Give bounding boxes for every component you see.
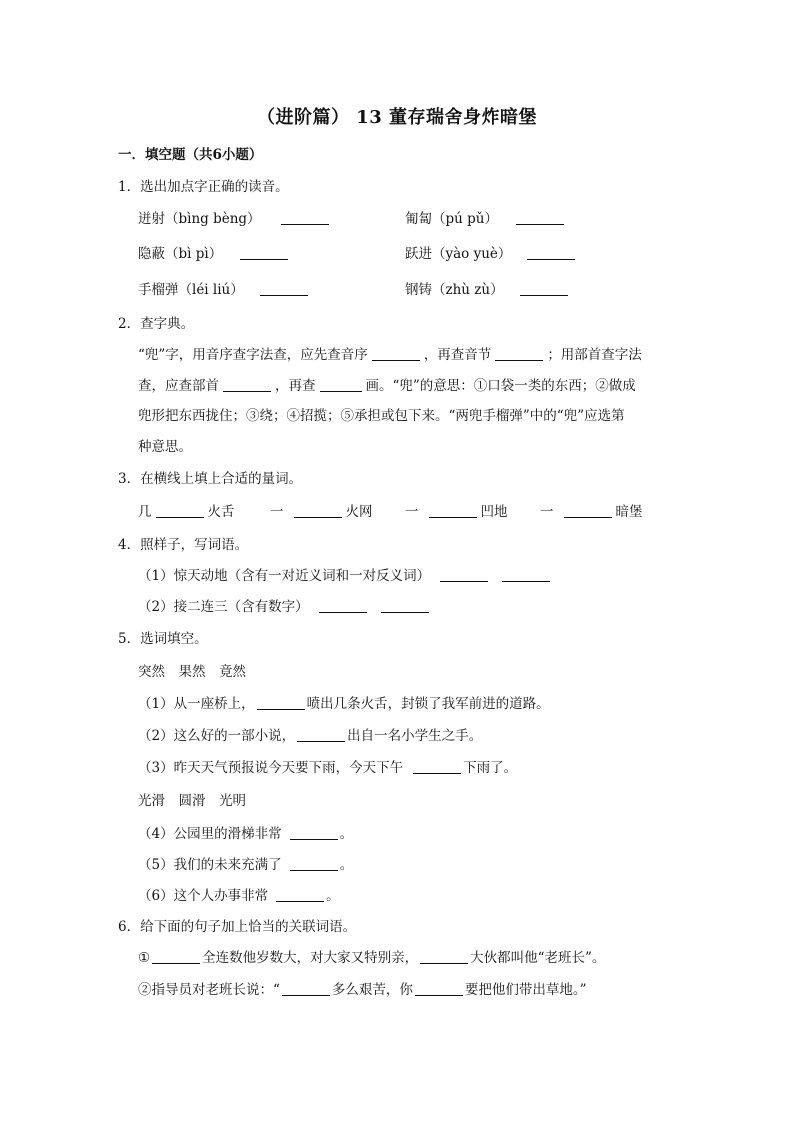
answer-blank[interactable] [240, 245, 288, 260]
answer-blank[interactable] [520, 281, 568, 296]
q2-line [138, 345, 642, 365]
q2-text: 画。“兜”的意思：①口袋一类的东西；②做成 [365, 378, 636, 394]
answer-blank[interactable] [372, 346, 420, 361]
answer-blank[interactable] [290, 825, 338, 840]
q5-word-bank-2: 光滑 圆滑 光明 [138, 793, 246, 809]
q2-line: 兜形把东西拢住；③绕；④招揽；⑤承担或包下来。“两兜手榴弹”中的“兜”应选第 [138, 408, 625, 424]
q5-stem: 5．选词填空。 [118, 631, 208, 647]
q5-text: （6）这个人办事非常 [138, 888, 269, 904]
q3-pre: 一 [270, 504, 284, 520]
q5-sentence [138, 886, 340, 906]
q6-line [138, 980, 587, 1000]
q4-line [138, 597, 433, 617]
q4-text: （1）惊天动地（含有一对近义词和一对反义词） [138, 568, 431, 584]
q3-post: 凹地 [480, 504, 508, 520]
page-title: （进阶篇） 13 董存瑞舍身炸暗堡 [256, 107, 538, 128]
q3-post: 火网 [345, 504, 373, 520]
q1-item-text: 隐蔽（bì pì） [138, 246, 223, 262]
answer-blank[interactable] [281, 210, 329, 225]
q3-item [270, 502, 373, 522]
q6-stem: 6．给下面的句子加上恰当的关联词语。 [118, 919, 357, 935]
q3-item [405, 502, 508, 522]
q6-text: 全连数他岁数大，对大家又特别亲， [202, 950, 419, 966]
answer-blank[interactable] [516, 210, 564, 225]
q1-stem: 1．选出加点字正确的读音。 [118, 179, 289, 195]
q3-item [138, 502, 235, 522]
q6-text: ②指导员对老班长说：“ [138, 982, 280, 998]
q1-item-text: 迸射（bìng bèng） [138, 211, 261, 227]
q1-item-text: 手榴弹（léi liú） [138, 282, 244, 298]
q1-item [405, 244, 579, 264]
q5-text: 喷出几条火舌，封锁了我军前进的道路。 [306, 696, 550, 712]
answer-blank[interactable] [294, 503, 342, 518]
q1-item [138, 209, 333, 229]
q5-text: 出自一名小学生之手。 [347, 728, 483, 744]
answer-blank[interactable] [257, 695, 305, 710]
answer-blank[interactable] [495, 346, 543, 361]
q3-post: 暗堡 [615, 504, 643, 520]
q5-text: 。 [339, 857, 354, 873]
answer-blank[interactable] [276, 887, 324, 902]
q1-item [405, 209, 568, 229]
q5-text: 。 [339, 826, 354, 842]
q5-text: 。 [326, 888, 340, 904]
q1-item [138, 280, 312, 300]
q1-item-text: 钢铸（zhù zù） [405, 282, 504, 298]
q3-pre: 几 [138, 504, 152, 520]
answer-blank[interactable] [420, 949, 468, 964]
q5-text: （5）我们的未来充满了 [138, 857, 282, 873]
q1-item [405, 280, 572, 300]
q1-item-text: 匍匐（pú pǔ） [405, 211, 498, 227]
answer-blank[interactable] [527, 245, 575, 260]
q5-text: 下雨了。 [463, 760, 518, 776]
q5-sentence [138, 855, 353, 875]
q5-sentence [138, 824, 353, 844]
q6-text: 大伙都叫他“老班长”。 [470, 950, 606, 966]
q1-item [138, 244, 292, 264]
answer-blank[interactable] [282, 981, 330, 996]
q2-line: 种意思。 [138, 439, 192, 455]
q3-item [540, 502, 643, 522]
answer-blank[interactable] [415, 981, 463, 996]
answer-blank[interactable] [260, 281, 308, 296]
q5-sentence [138, 758, 517, 778]
q1-item-text: 跃进（yào yuè） [405, 246, 512, 262]
section-heading: 一．填空题（共6小题） [118, 147, 263, 163]
answer-blank[interactable] [319, 598, 367, 613]
q6-text: 要把他们带出草地。” [464, 982, 587, 998]
q2-text: “兜”字，用音序查字法查，应先查音序 [138, 347, 368, 363]
answer-blank[interactable] [440, 567, 488, 582]
q3-stem: 3．在横线上填上合适的量词。 [118, 471, 303, 487]
answer-blank[interactable] [156, 503, 204, 518]
q6-line [138, 948, 605, 968]
q2-line [138, 376, 636, 396]
q2-text: ；用部首查字法 [547, 347, 642, 363]
q6-text: ① [138, 950, 151, 966]
q2-text: ，再查音节 [423, 347, 492, 363]
q5-text: （2）这么好的一部小说， [138, 728, 296, 744]
answer-blank[interactable] [290, 856, 338, 871]
q2-stem: 2．查字典。 [118, 316, 195, 332]
answer-blank[interactable] [429, 503, 477, 518]
q2-text: ，再查 [275, 378, 316, 394]
answer-blank[interactable] [413, 759, 461, 774]
q2-text: 查，应查部首 [138, 378, 219, 394]
q5-sentence [138, 726, 482, 746]
q4-stem: 4．照样子，写词语。 [118, 537, 249, 553]
q3-post: 火舌 [207, 504, 235, 520]
answer-blank[interactable] [502, 567, 550, 582]
q6-text: 多么艰苦，你 [331, 982, 413, 998]
answer-blank[interactable] [152, 949, 200, 964]
q5-sentence [138, 694, 550, 714]
q5-word-bank-1: 突然 果然 竟然 [138, 664, 246, 680]
q4-line [138, 566, 554, 586]
answer-blank[interactable] [320, 377, 362, 392]
answer-blank[interactable] [381, 598, 429, 613]
q5-text: （1）从一座桥上， [138, 696, 255, 712]
q5-text: （4）公园里的滑梯非常 [138, 826, 282, 842]
q4-text: （2）接二连三（含有数字） [138, 599, 309, 615]
answer-blank[interactable] [564, 503, 612, 518]
q5-text: （3）昨天天气预报说今天要下雨，今天下午 [138, 760, 404, 776]
answer-blank[interactable] [297, 727, 345, 742]
answer-blank[interactable] [223, 377, 271, 392]
q3-pre: 一 [405, 504, 419, 520]
q3-pre: 一 [540, 504, 554, 520]
